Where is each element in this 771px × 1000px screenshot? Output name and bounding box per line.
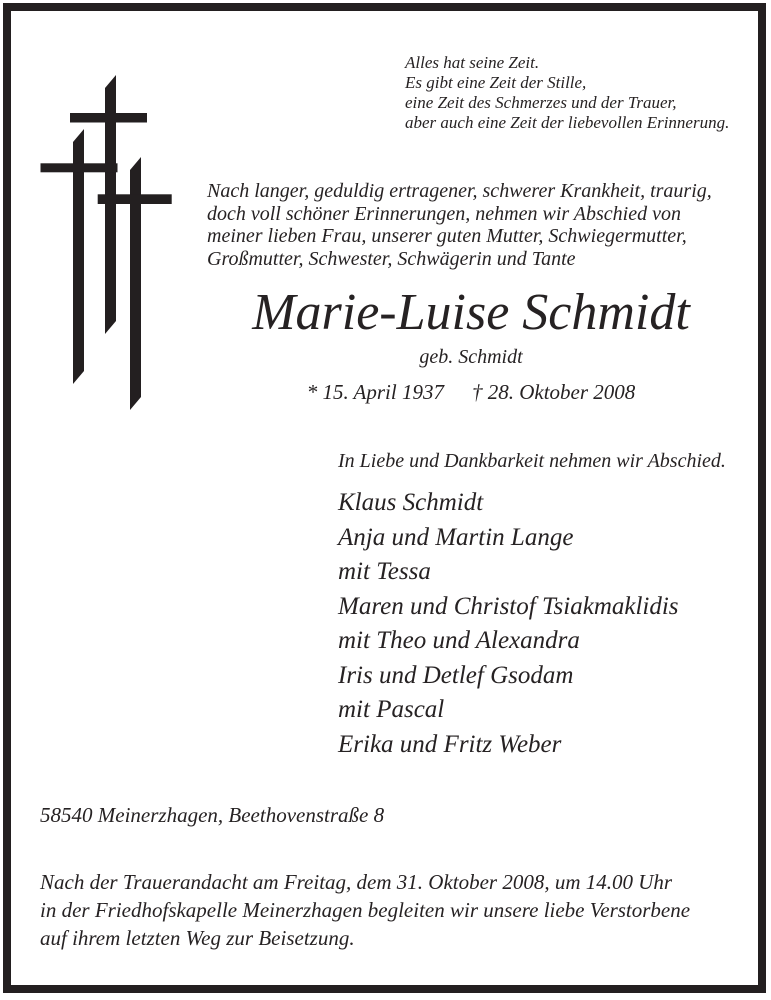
poem-line: Alles hat seine Zeit. xyxy=(405,53,540,72)
mourner-group xyxy=(338,486,679,520)
intro-line: meiner lieben Frau, unserer guten Mutter, Schwiegermutter, xyxy=(207,225,687,248)
mourner-group xyxy=(338,728,679,762)
mourner-name: Maren und Christof Tsiakmaklidis xyxy=(338,593,679,620)
mourner-group xyxy=(338,590,679,658)
life-dates xyxy=(207,380,735,404)
mourner-children: mit Tessa xyxy=(338,558,431,585)
cross-right-crossbar xyxy=(98,194,172,204)
mourner-group xyxy=(338,521,679,589)
farewell-line: In Liebe und Dankbarkeit nehmen wir Abschied. xyxy=(338,450,726,472)
three-crosses-icon xyxy=(30,60,190,420)
funeral-announcement xyxy=(40,868,690,952)
poem-line: Es gibt eine Zeit der Stille, xyxy=(405,73,587,92)
mourners-list xyxy=(338,486,679,763)
obituary-intro-text xyxy=(207,180,712,271)
mourner-name: Anja und Martin Lange xyxy=(338,524,574,551)
funeral-line: in der Friedhofskapelle Meinerzhagen begleiten wir unsere liebe Verstorbene xyxy=(40,898,691,922)
birth-date: * 15. April 1937 xyxy=(306,380,444,404)
cross-back-crossbar xyxy=(70,113,147,123)
mourner-name: Klaus Schmidt xyxy=(338,489,484,516)
intro-line: doch voll schöner Erinnerungen, nehmen wir Abschied von xyxy=(207,202,681,225)
epigraph-poem xyxy=(405,53,729,133)
maiden-name: geb. Schmidt xyxy=(419,346,523,368)
family-address: 58540 Meinerzhagen, Beethovenstraße 8 xyxy=(40,803,385,827)
intro-line: Großmutter, Schwester, Schwägerin und Tante xyxy=(207,248,576,271)
mourner-group xyxy=(338,659,679,727)
funeral-line: auf ihrem letzten Weg zur Beisetzung. xyxy=(40,926,355,950)
deceased-name-block xyxy=(207,284,735,404)
mourner-children: mit Pascal xyxy=(338,696,445,723)
intro-line: Nach langer, geduldig ertragener, schwerer Krankheit, traurig, xyxy=(207,180,712,202)
cross-left-crossbar xyxy=(41,163,118,172)
deceased-name: Marie-Luise Schmidt xyxy=(252,284,690,341)
poem-line: eine Zeit des Schmerzes und der Trauer, xyxy=(405,93,677,112)
death-date: † 28. Oktober 2008 xyxy=(471,380,636,404)
mourner-name: Iris und Detlef Gsodam xyxy=(338,662,574,689)
poem-line: aber auch eine Zeit der liebevollen Erinnerung. xyxy=(405,113,730,132)
funeral-line: Nach der Trauerandacht am Freitag, dem 31. Oktober 2008, um 14.00 Uhr xyxy=(40,870,673,894)
mourner-children: mit Theo und Alexandra xyxy=(338,627,580,654)
mourner-name: Erika und Fritz Weber xyxy=(338,731,562,758)
